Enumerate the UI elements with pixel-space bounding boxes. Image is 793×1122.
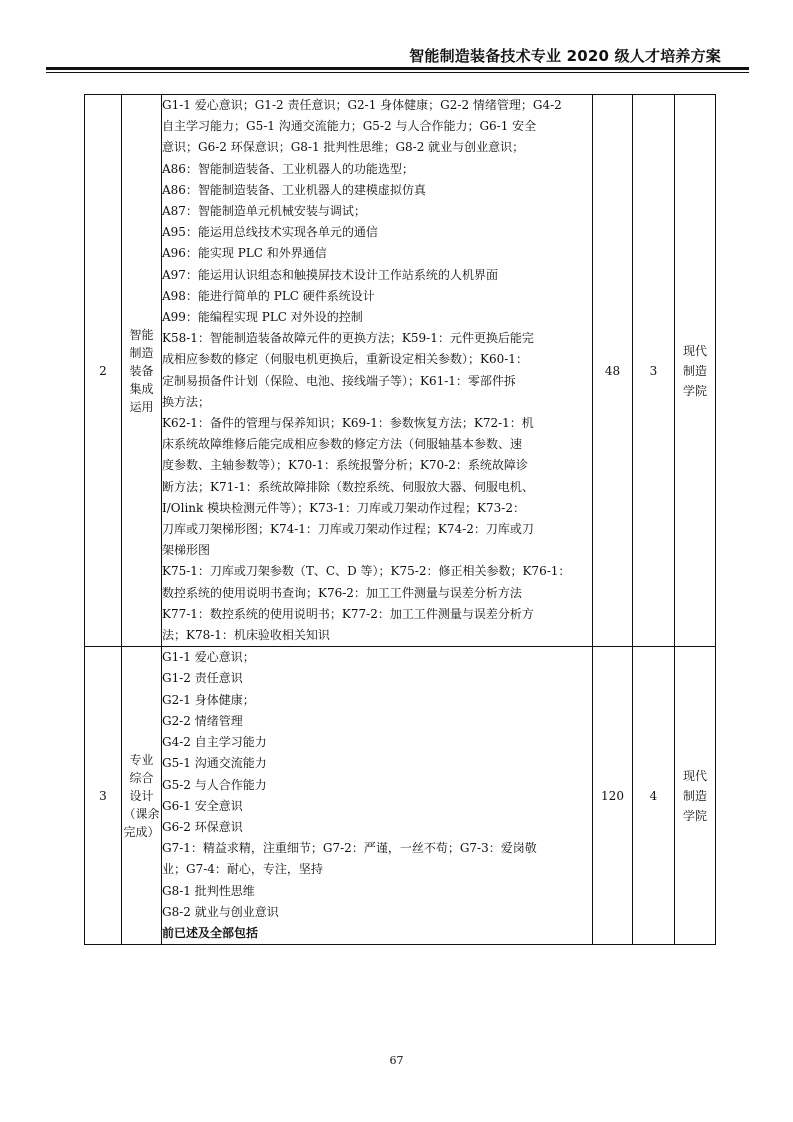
- objective-line: 刀库或刀架梯形图；K74-1：刀库或刀架动作过程；K74-2：刀库或刀: [162, 522, 534, 537]
- objective-line: A96：能实现 PLC 和外界通信: [162, 246, 327, 261]
- course-name-line: 综合: [129, 770, 154, 785]
- course-name-line: 智能: [129, 327, 154, 342]
- objective-line: K77-1：数控系统的使用说明书；K77-2：加工工件测量与误差分析方: [162, 606, 534, 621]
- table-row: [85, 647, 716, 945]
- objective-line: A86：智能制造装备、工业机器人的建模虚拟仿真: [162, 182, 426, 197]
- course-name-line: 完成）: [123, 824, 160, 839]
- course-name-line: 制造: [129, 345, 154, 360]
- department-line: 学院: [682, 383, 707, 398]
- course-name-line: （课余: [123, 806, 160, 821]
- course-name-line: 集成: [129, 381, 154, 396]
- objective-line: G7-1：精益求精，注重细节；G7-2：严谨，一丝不苟；G7-3：爱岗敬: [162, 841, 537, 856]
- objective-line: K58-1：智能制造装备故障元件的更换方法；K59-1：元件更换后能完: [162, 331, 534, 346]
- course-name: [122, 647, 162, 945]
- department-line: 现代: [682, 768, 707, 783]
- objective-line: G8-1 批判性思维: [162, 883, 255, 898]
- department-line: 制造: [682, 788, 707, 803]
- objective-line: G4-2 自主学习能力: [162, 735, 267, 750]
- department-line: 现代: [682, 343, 707, 358]
- row-number: 3: [85, 647, 122, 945]
- page-header-title: 智能制造装备技术专业 2020 级人才培养方案: [409, 47, 721, 65]
- objective-line: K75-1：刀库或刀架参数（T、C、D 等）；K75-2：修正相关参数；K76-1：: [162, 564, 571, 579]
- objective-line: A86：智能制造装备、工业机器人的功能选型；: [162, 161, 414, 176]
- objective-line: G5-2 与人合作能力: [162, 777, 267, 792]
- objective-line: 断方法；K71-1：系统故障排除（数控系统、伺服放大器、伺服电机、: [162, 479, 534, 494]
- objective-line: G1-2 责任意识: [162, 671, 243, 686]
- objective-line: 自主学习能力；G5-1 沟通交流能力；G5-2 与人合作能力；G6-1 安全: [162, 119, 537, 134]
- objective-line: A97：能运用认识组态和触摸屏技术设计工作站系统的人机界面: [162, 267, 498, 282]
- objective-line: G6-2 环保意识: [162, 819, 243, 834]
- objective-line: G1-1 爱心意识；G1-2 责任意识；G2-1 身体健康；G2-2 情绪管理；G4-2: [162, 98, 562, 112]
- course-name-line: 专业: [129, 752, 154, 767]
- department: [675, 647, 716, 945]
- objective-line: G1-1 爱心意识；: [162, 650, 255, 665]
- course-name: [122, 95, 162, 647]
- objective-line: 法；K78-1：机床验收相关知识: [162, 628, 330, 643]
- course-credits: 3: [633, 95, 675, 647]
- objective-line: 成相应参数的修定（伺服电机更换后，重新设定相关参数）；K60-1：: [162, 352, 528, 367]
- curriculum-table: [84, 94, 716, 945]
- course-name-line: 设计: [129, 788, 154, 803]
- header-rule-thick: [46, 67, 749, 70]
- objective-line: A95：能运用总线技术实现各单元的通信: [162, 225, 378, 240]
- department-line: 学院: [682, 808, 707, 823]
- course-objectives: [162, 95, 593, 647]
- objective-line: 定制易损备件计划（保险、电池、接线端子等）；K61-1：零部件拆: [162, 373, 516, 388]
- page-number: 67: [389, 1054, 404, 1067]
- course-hours: 48: [593, 95, 633, 647]
- objective-line: A87：智能制造单元机械安装与调试；: [162, 204, 366, 219]
- department: [675, 95, 716, 647]
- objective-line: G8-2 就业与创业意识: [162, 904, 279, 919]
- objective-line: 换方法；: [162, 394, 211, 409]
- objective-line: G6-1 安全意识: [162, 798, 243, 813]
- objective-line: 度参数、主轴参数等）；K70-1：系统报警分析；K70-2：系统故障诊: [162, 458, 528, 473]
- objective-line: A99：能编程实现 PLC 对外设的控制: [162, 310, 363, 325]
- objective-line: 架梯形图: [162, 543, 211, 558]
- row-number: 2: [85, 95, 122, 647]
- objective-line: 业；G7-4：耐心，专注，坚持: [162, 862, 323, 877]
- header-rule-thin: [46, 72, 749, 73]
- course-credits: 4: [633, 647, 675, 945]
- course-name-line: 装备: [129, 363, 154, 378]
- course-hours: 120: [593, 647, 633, 945]
- objective-line: 意识；G6-2 环保意识；G8-1 批判性思维；G8-2 就业与创业意识；: [162, 140, 525, 155]
- course-objectives: [162, 647, 593, 945]
- objective-line: K62-1：备件的管理与保养知识；K69-1：参数恢复方法；K72-1：机: [162, 416, 534, 431]
- objective-line: G2-1 身体健康；: [162, 692, 255, 707]
- objective-line: I/Olink 模块检测元件等）；K73-1：刀库或刀架动作过程；K73-2：: [162, 500, 525, 515]
- objective-line: 数控系统的使用说明书查询；K76-2：加工工件测量与误差分析方法: [162, 585, 522, 600]
- objective-line-summary: 前已述及全部包括: [162, 925, 259, 940]
- table-row: [85, 95, 716, 647]
- objective-line: A98：能进行简单的 PLC 硬件系统设计: [162, 288, 375, 303]
- course-name-line: 运用: [129, 399, 154, 414]
- objective-line: G2-2 情绪管理: [162, 713, 243, 728]
- objective-line: 床系统故障维修后能完成相应参数的修定方法（伺服轴基本参数、速: [162, 437, 523, 452]
- objective-line: G5-1 沟通交流能力: [162, 756, 267, 771]
- department-line: 制造: [682, 363, 707, 378]
